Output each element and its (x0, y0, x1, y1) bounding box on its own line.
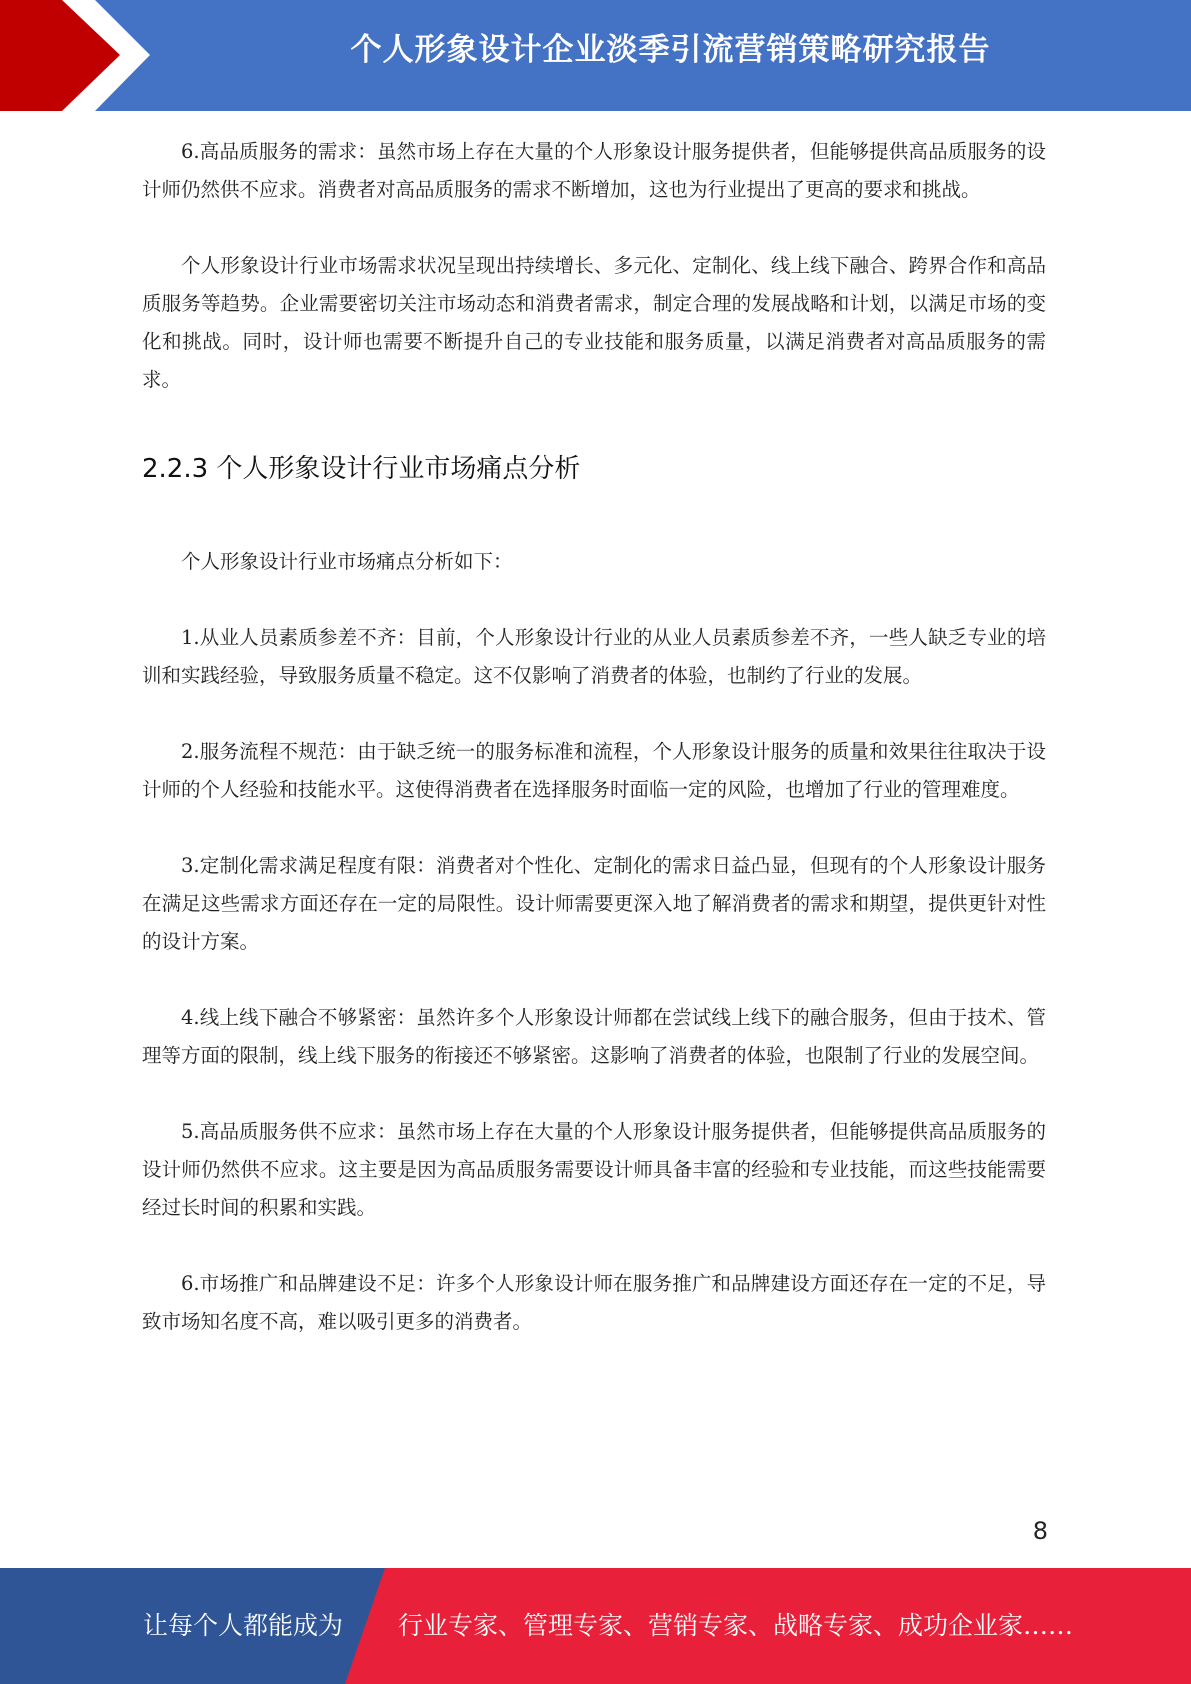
list-item: 1.从业人员素质参差不齐：目前，个人形象设计行业的从业人员素质参差不齐，一些人缺乏专业的培训和实践经验，导致服务质量不稳定。这不仅影响了消费者的体验，也制约了行业的发展。 (142, 626, 1046, 687)
list-item: 4.线上线下融合不够紧密：虽然许多个人形象设计师都在尝试线上线下的融合服务，但由于技术、管理等方面的限制，线上线下服务的衔接还不够紧密。这影响了消费者的体验，也限制了行业的发展空间。 (142, 1006, 1046, 1067)
page-content (142, 133, 1046, 1341)
header-chevron-decoration (0, 0, 160, 111)
document-title: 个人形象设计企业淡季引流营销策略研究报告 (350, 32, 991, 68)
list-item: 2.服务流程不规范：由于缺乏统一的服务标准和流程，个人形象设计服务的质量和效果往往取决于设计师的个人经验和技能水平。这使得消费者在选择服务时面临一定的风险，也增加了行业的管理难度。 (142, 740, 1046, 801)
section-heading: 2.2.3 个人形象设计行业市场痛点分析 (142, 454, 581, 484)
footer-slogan-right: 行业专家、管理专家、营销专家、战略专家、成功企业家…… (398, 1611, 1074, 1640)
body-paragraph: 个人形象设计行业市场痛点分析如下： (181, 550, 513, 573)
body-paragraph: 6.高品质服务的需求：虽然市场上存在大量的个人形象设计服务提供者，但能够提供高品质服务的设计师仍然供不应求。消费者对高品质服务的需求不断增加，这也为行业提出了更高的要求和挑战。 (142, 140, 1046, 201)
list-item: 6.市场推广和品牌建设不足：许多个人形象设计师在服务推广和品牌建设方面还存在一定的不足，导致市场知名度不高，难以吸引更多的消费者。 (142, 1272, 1046, 1333)
footer-slogan-left: 让每个人都能成为 (143, 1611, 344, 1640)
list-item: 5.高品质服务供不应求：虽然市场上存在大量的个人形象设计服务提供者，但能够提供高品质服务的设计师仍然供不应求。这主要是因为高品质服务需要设计师具备丰富的经验和专业技能，而这些技能需要经过长时间的积累和实践。 (142, 1120, 1046, 1219)
page-footer (0, 1568, 1191, 1684)
list-item: 3.定制化需求满足程度有限：消费者对个性化、定制化的需求日益凸显，但现有的个人形象设计服务在满足这些需求方面还存在一定的局限性。设计师需要更深入地了解消费者的需求和期望，提供更针对性的设计方案。 (142, 854, 1046, 953)
page-number: 8 (1032, 1517, 1048, 1545)
body-paragraph: 个人形象设计行业市场需求状况呈现出持续增长、多元化、定制化、线上线下融合、跨界合作和高品质服务等趋势。企业需要密切关注市场动态和消费者需求，制定合理的发展战略和计划，以满足市场的变化和挑战。同时，设计师也需要不断提升自己的专业技能和服务质量，以满足消费者对高品质服务的需求。 (142, 254, 1046, 391)
page-header (0, 0, 1191, 111)
